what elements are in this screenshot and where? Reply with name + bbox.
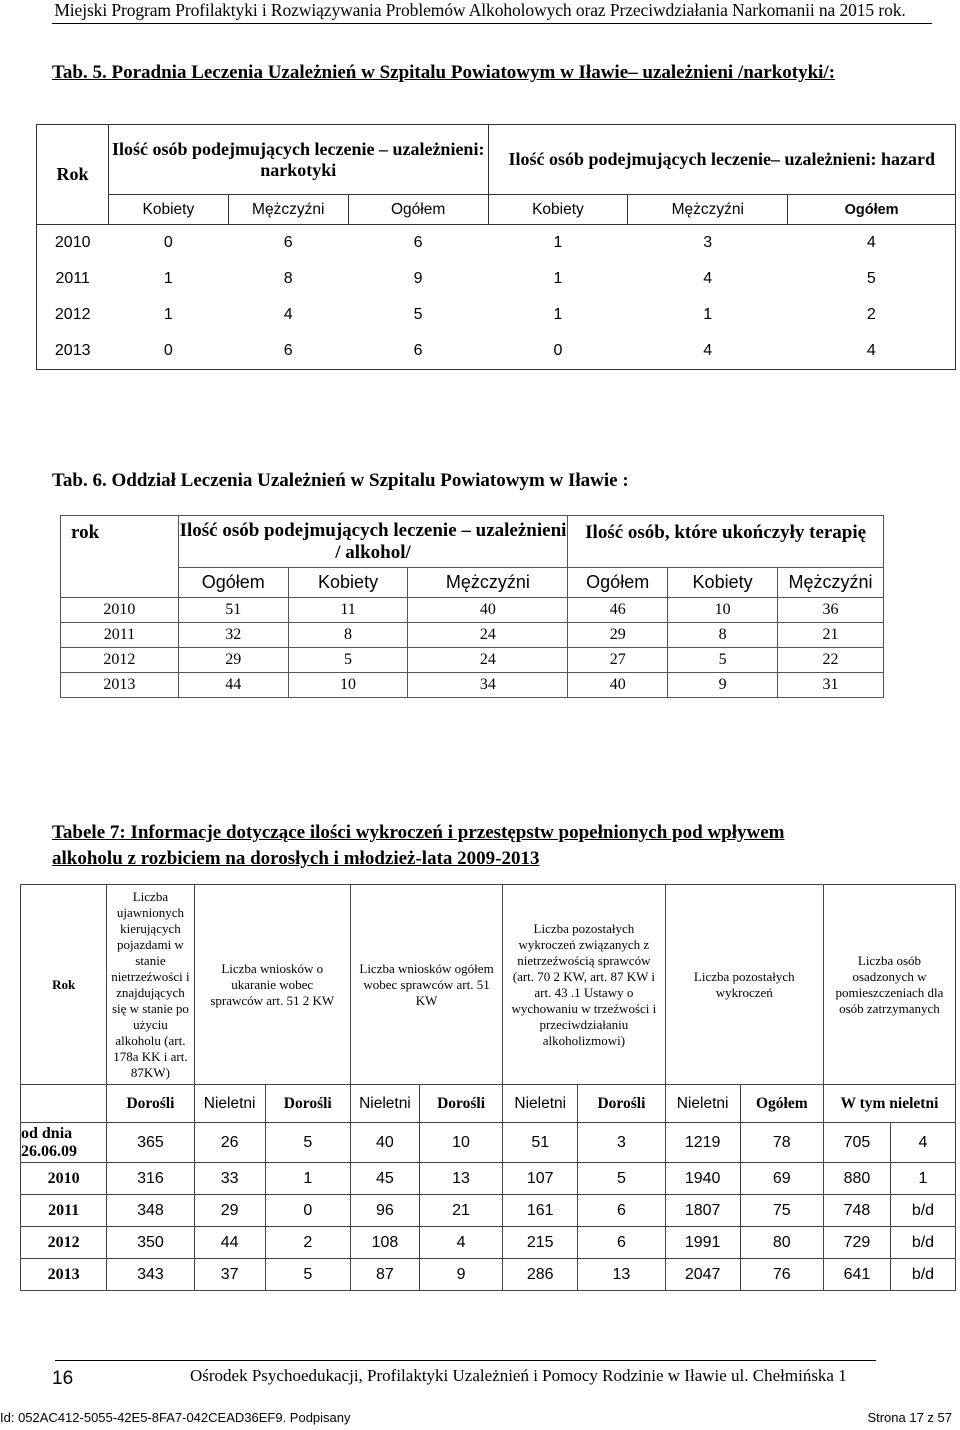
table6-sub-header: Mężczyźni [778, 568, 884, 598]
table-row [61, 598, 884, 623]
table5-cell: 8 [283, 270, 293, 287]
table7-sub-header: Nieletni [503, 1085, 578, 1123]
table7-cell: 729 [823, 1227, 890, 1259]
table5-cell: 6 [413, 234, 423, 251]
table7-cell: 2 [265, 1227, 350, 1259]
table5 [36, 124, 956, 370]
table6-cell: 11 [288, 598, 408, 623]
table6-cell: 2012 [61, 648, 179, 673]
table7-cell: 40 [350, 1123, 419, 1163]
table7-cell: 3 [578, 1123, 665, 1163]
table7-cell: 6 [578, 1195, 665, 1227]
table7-cell: 1807 [665, 1195, 740, 1227]
table7-col-pozostale-nietrzezwosc: Liczba pozostałych wykroczeń związanych z nietrzeźwością sprawców (art. 70 2 KW, art. 87 KW i art. 43 .1 Ustawy o wychowaniu w trzeźwości i przeciwdziałaniu alkoholizmowi) [503, 885, 665, 1085]
table6-cell: 8 [288, 623, 408, 648]
table6-cell: 10 [668, 598, 778, 623]
table5-cell: 2012 [37, 297, 109, 333]
table6-col-rok: rok [61, 516, 179, 598]
table5-sub-header: Ogółem [348, 195, 488, 225]
table6-caption: Tab. 6. Oddział Leczenia Uzależnień w Szpitalu Powiatowym w Iławie : [52, 470, 629, 491]
table7-cell: 2013 [21, 1259, 107, 1291]
table7-cell: 13 [578, 1259, 665, 1291]
table5-cell: 0 [488, 333, 628, 370]
table5-cell: 1 [553, 306, 563, 323]
table6-cell: 5 [668, 648, 778, 673]
table7-cell: 44 [194, 1227, 265, 1259]
table6-cell: 9 [668, 673, 778, 698]
table6-cell: 34 [408, 673, 568, 698]
table-row [37, 297, 956, 333]
table5-group-narkotyki: Ilość osób podejmujących leczenie – uzależnieni: narkotyki [108, 125, 488, 195]
table6 [60, 515, 884, 698]
table5-group-hazard: Ilość osób podejmujących leczenie– uzależnieni: hazard [488, 125, 955, 195]
table7-cell: 350 [107, 1227, 194, 1259]
table7-cell: 26 [194, 1123, 265, 1163]
table5-cell: 4 [628, 333, 788, 370]
table7-cell: 0 [265, 1195, 350, 1227]
document-id: Id: 052AC412-5055-42E5-8FA7-042CEAD36EF9. Podpisany [0, 1410, 351, 1425]
table-row [61, 623, 884, 648]
table7-cell: od dnia 26.06.09 [21, 1123, 107, 1163]
table6-cell: 10 [288, 673, 408, 698]
table7 [20, 884, 956, 1291]
table-row [37, 261, 956, 297]
table6-cell: 8 [668, 623, 778, 648]
table7-cell: 69 [740, 1163, 823, 1195]
table6-cell: 24 [408, 623, 568, 648]
table7-col-osadzeni: Liczba osób osadzonych w pomieszczeniach dla osób zatrzymanych [823, 885, 955, 1085]
table5-cell: 2010 [37, 225, 109, 262]
table7-col-rok: Rok [21, 885, 107, 1085]
table7-cell: 2011 [21, 1195, 107, 1227]
table-row [61, 673, 884, 698]
table6-cell: 29 [568, 623, 668, 648]
table7-cell: 4 [419, 1227, 502, 1259]
table7-cell: b/d [890, 1227, 955, 1259]
table5-cell: 2011 [37, 261, 109, 297]
table5-sub-header: Kobiety [488, 195, 628, 225]
table6-sub-header: Kobiety [288, 568, 408, 598]
table7-cell: 51 [503, 1123, 578, 1163]
table7-cell: 10 [419, 1123, 502, 1163]
table7-sub-header: Nieletni [665, 1085, 740, 1123]
table6-group-leczenie: Ilość osób podejmujących leczenie – uzależnieni / alkohol/ [178, 516, 567, 568]
table7-sub-header: Nieletni [194, 1085, 265, 1123]
table6-cell: 2013 [61, 673, 179, 698]
table6-sub-header: Mężczyźni [408, 568, 568, 598]
table5-cell: 0 [108, 333, 228, 370]
table6-cell: 44 [178, 673, 288, 698]
table7-cell: 29 [194, 1195, 265, 1227]
table-row [21, 1123, 956, 1163]
table7-cell: 1940 [665, 1163, 740, 1195]
table7-col-pozostale: Liczba pozostałych wykroczeń [665, 885, 823, 1085]
table7-cell: 87 [350, 1259, 419, 1291]
table7-cell: 80 [740, 1227, 823, 1259]
table7-cell: 76 [740, 1259, 823, 1291]
table7-cell: 1219 [665, 1123, 740, 1163]
table6-cell: 27 [568, 648, 668, 673]
table7-cell: 748 [823, 1195, 890, 1227]
table5-sub-header: Kobiety [108, 195, 228, 225]
table7-cell: 2047 [665, 1259, 740, 1291]
table5-cell: 2 [788, 297, 956, 333]
table5-cell: 1 [163, 306, 173, 323]
table7-cell: 107 [503, 1163, 578, 1195]
table7-cell: 5 [265, 1123, 350, 1163]
table7-cell: 45 [350, 1163, 419, 1195]
table7-caption-line1: Tabele 7: Informacje dotyczące ilości wykroczeń i przestępstw popełnionych pod wpływem [52, 822, 785, 843]
table5-cell: 1 [703, 306, 713, 323]
table5-cell: 0 [163, 234, 173, 251]
table7-cell: 348 [107, 1195, 194, 1227]
page-indicator: Strona 17 z 57 [867, 1410, 952, 1425]
table5-cell: 6 [228, 333, 348, 370]
table5-cell: 1 [553, 234, 563, 251]
table7-sub-header: Dorośli [419, 1085, 502, 1123]
table7-sub-header: Dorośli [265, 1085, 350, 1123]
table7-cell: 5 [265, 1259, 350, 1291]
table5-cell: 6 [283, 234, 293, 251]
table7-empty-cell [21, 1085, 107, 1123]
table7-col-wnioski-512: Liczba wniosków o ukaranie wobec sprawców art. 51 2 KW [194, 885, 350, 1085]
table-row [61, 648, 884, 673]
page-number: 16 [52, 1368, 74, 1389]
table5-sub-header: Ogółem [788, 195, 956, 225]
table7-cell: 215 [503, 1227, 578, 1259]
table6-group-terapia: Ilość osób, które ukończyły terapię [568, 516, 884, 568]
table5-caption: Tab. 5. Poradnia Leczenia Uzależnień w Szpitalu Powiatowym w Iławie– uzależnieni /narkotyki/: [52, 62, 836, 83]
table5-sub-header: Mężczyźni [228, 195, 348, 225]
table6-sub-header: Kobiety [668, 568, 778, 598]
table7-cell: 5 [578, 1163, 665, 1195]
table6-cell: 32 [178, 623, 288, 648]
table7-cell: 365 [107, 1123, 194, 1163]
table7-cell: 1 [265, 1163, 350, 1195]
table7-cell: 705 [823, 1123, 890, 1163]
table7-cell: 33 [194, 1163, 265, 1195]
table6-cell: 24 [408, 648, 568, 673]
table6-sub-header: Ogółem [568, 568, 668, 598]
table7-sub-header: Nieletni [350, 1085, 419, 1123]
table5-cell: 1 [163, 270, 173, 287]
table5-sub-header: Mężczyźni [628, 195, 788, 225]
table7-cell: 96 [350, 1195, 419, 1227]
table7-cell: 21 [419, 1195, 502, 1227]
table7-col-wnioski-51: Liczba wniosków ogółem wobec sprawców art. 51 KW [350, 885, 502, 1085]
table7-caption-line2: alkoholu z rozbiciem na dorosłych i młodzież-lata 2009-2013 [52, 848, 540, 869]
table5-cell: 2013 [37, 333, 109, 370]
table7-cell: 108 [350, 1227, 419, 1259]
table7-cell: 2010 [21, 1163, 107, 1195]
table7-cell: 316 [107, 1163, 194, 1195]
table6-cell: 36 [778, 598, 884, 623]
table7-cell: 75 [740, 1195, 823, 1227]
table7-cell: 1991 [665, 1227, 740, 1259]
table7-sub-header: Dorośli [578, 1085, 665, 1123]
table5-cell: 5 [413, 306, 423, 323]
header-rule [52, 23, 932, 24]
table5-cell: 4 [703, 270, 713, 287]
table6-cell: 2010 [61, 598, 179, 623]
table6-cell: 2011 [61, 623, 179, 648]
table7-cell: 161 [503, 1195, 578, 1227]
table7-cell: 286 [503, 1259, 578, 1291]
table7-cell: 9 [419, 1259, 502, 1291]
table7-cell: 1 [890, 1163, 955, 1195]
document-header: Miejski Program Profilaktyki i Rozwiązywania Problemów Alkoholowych oraz Przeciwdziałania Narkomanii na 2015 rok. [54, 0, 906, 20]
table7-sub-header: Ogółem [740, 1085, 823, 1123]
table7-cell: b/d [890, 1259, 955, 1291]
table5-cell: 9 [413, 270, 423, 287]
table6-sub-header: Ogółem [178, 568, 288, 598]
table7-cell: 4 [890, 1123, 955, 1163]
table7-cell: 880 [823, 1163, 890, 1195]
table7-cell: 2012 [21, 1227, 107, 1259]
table7-sub-header: W tym nieletni [823, 1085, 955, 1123]
table7-col-kierujacy: Liczba ujawnionych kierujących pojazdami w stanie nietrzeźwości i znajdujących się w stanie po użyciu alkoholu (art. 178a KK i art. 87KW) [107, 885, 194, 1085]
table5-cell: 4 [788, 225, 956, 262]
table7-cell: b/d [890, 1195, 955, 1227]
table7-sub-header: Dorośli [107, 1085, 194, 1123]
table7-cell: 37 [194, 1259, 265, 1291]
table5-cell: 6 [348, 333, 488, 370]
footer-rule [55, 1360, 876, 1361]
table6-cell: 40 [408, 598, 568, 623]
table6-cell: 51 [178, 598, 288, 623]
table-row [21, 1227, 956, 1259]
footer-text: Ośrodek Psychoedukacji, Profilaktyki Uzależnień i Pomocy Rodzinie w Iławie ul. Chełmińska 1 [190, 1366, 847, 1385]
table-row [21, 1195, 956, 1227]
table5-col-rok: Rok [37, 125, 109, 225]
table6-cell: 29 [178, 648, 288, 673]
table5-cell: 1 [553, 270, 563, 287]
table-row [21, 1163, 956, 1195]
table6-cell: 21 [778, 623, 884, 648]
table5-cell: 5 [788, 261, 956, 297]
table7-cell: 6 [578, 1227, 665, 1259]
table7-cell: 78 [740, 1123, 823, 1163]
table-row [37, 333, 956, 370]
table6-cell: 31 [778, 673, 884, 698]
table5-cell: 4 [788, 333, 956, 370]
table7-cell: 13 [419, 1163, 502, 1195]
table6-cell: 46 [568, 598, 668, 623]
table7-cell: 641 [823, 1259, 890, 1291]
table5-cell: 4 [283, 306, 293, 323]
table-row [21, 1259, 956, 1291]
table6-cell: 40 [568, 673, 668, 698]
table-row [37, 225, 956, 262]
table7-cell: 343 [107, 1259, 194, 1291]
table5-cell: 3 [703, 234, 713, 251]
table6-cell: 5 [288, 648, 408, 673]
table6-cell: 22 [778, 648, 884, 673]
